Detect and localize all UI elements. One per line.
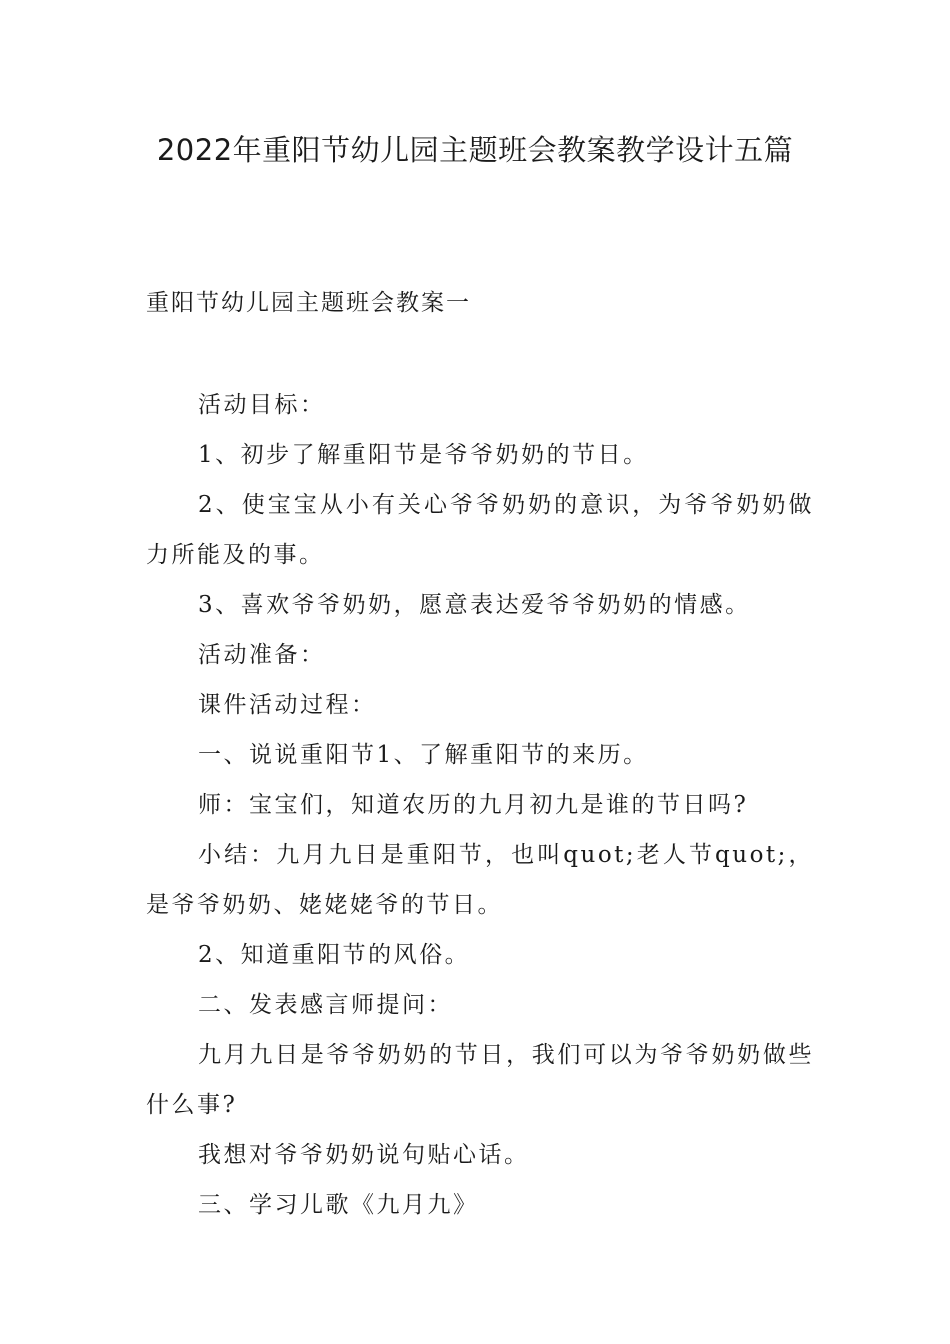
document-title: 2022年重阳节幼儿园主题班会教案教学设计五篇 bbox=[156, 133, 794, 167]
paragraph-teacher-question: 师：宝宝们，知道农历的九月初九是谁的节日吗? bbox=[198, 792, 749, 818]
paragraph-what-to-do: 九月九日是爷爷奶奶的节日，我们可以为爷爷奶奶做些什么事? bbox=[146, 1042, 814, 1118]
paragraph-goal-3: 3、喜欢爷爷奶奶，愿意表达爱爷爷奶奶的情感。 bbox=[198, 592, 751, 618]
paragraph-activity-goals: 活动目标： bbox=[198, 392, 326, 418]
paragraph-customs: 2、知道重阳节的风俗。 bbox=[198, 942, 471, 968]
section-heading: 重阳节幼儿园主题班会教案一 bbox=[146, 290, 471, 316]
paragraph-summary: 小结：九月九日是重阳节，也叫quot;老人节quot;，是爷爷奶奶、姥姥姥爷的节日。 bbox=[146, 842, 814, 918]
paragraph-activity-prep: 活动准备： bbox=[198, 642, 326, 668]
paragraph-step-1: 一、说说重阳节1、了解重阳节的来历。 bbox=[198, 742, 649, 768]
paragraph-goal-1: 1、初步了解重阳节是爷爷奶奶的节日。 bbox=[198, 442, 649, 468]
paragraph-heartfelt-words: 我想对爷爷奶奶说句贴心话。 bbox=[198, 1142, 530, 1168]
paragraph-activity-process: 课件活动过程： bbox=[198, 692, 377, 718]
paragraph-step-3: 三、学习儿歌《九月九》 bbox=[198, 1192, 479, 1218]
paragraph-goal-2: 2、使宝宝从小有关心爷爷奶奶的意识，为爷爷奶奶做力所能及的事。 bbox=[146, 492, 814, 568]
document-body bbox=[146, 380, 814, 1230]
paragraph-step-2: 二、发表感言师提问： bbox=[198, 992, 453, 1018]
